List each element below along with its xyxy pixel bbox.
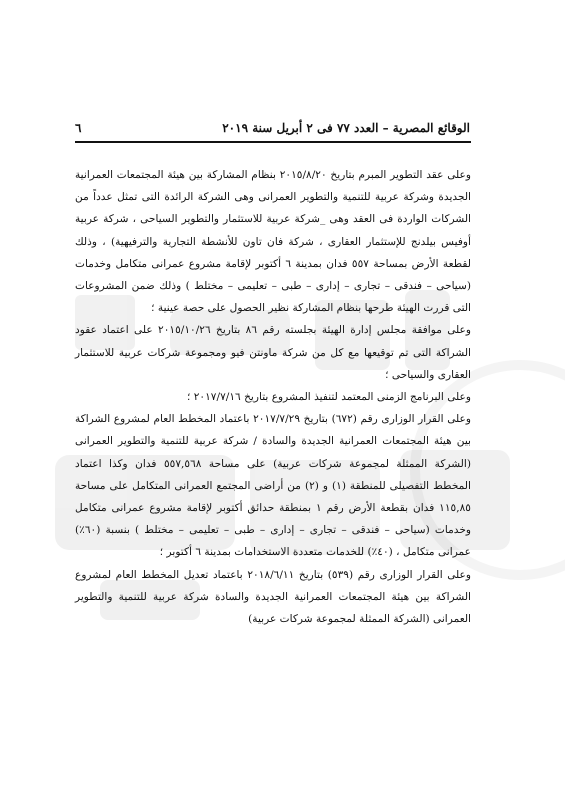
gazette-title: الوقائع المصرية – العدد ٧٧ فى ٢ أبريل سنة ٢٠١٩ bbox=[222, 121, 470, 135]
paragraph-ministerial-decree-672: وعلى القرار الوزارى رقم (٦٧٢) بتاريخ ٢٠١٧/٧/٢٩ باعتماد المخطط العام لمشروع الشراكة بين هيئة المجتمعات العمرانية الجديدة والسادة / شركة عربية للتنمية والتطوير العمرانى (الشركة الممثلة لمجموعة شركات عربية) على مساحة ٥٥٧,٥٦٨ فدان وكذا اعتماد المخطط التفصيلى للمنطقة (١) و (٢) من أراضى المجتمع العمرانى المتكامل على مساحة ١١٥,٨٥ فدان بقطعة الأرض رقم ١ بمنطقة حدائق أكتوبر لإقامة مشروع عمرانى متكامل وخدمات (سياحى – فندقى – تجارى – إدارى – طبى – تعليمى – مختلط ) بنسبة (٦٠٪) عمرانى متكامل ، (٤٠٪) للخدمات متعددة الاستخدامات بمدينة ٦ أكتوبر ؛ bbox=[75, 413, 471, 559]
paragraph-timeline: وعلى البرنامج الزمنى المعتمد لتنفيذ المشروع بتاريخ ٢٠١٧/٧/١٦ ؛ bbox=[186, 391, 471, 404]
page-header bbox=[75, 121, 470, 135]
header-divider bbox=[75, 141, 471, 143]
paragraph-board-approval: وعلى موافقة مجلس إدارة الهيئة بجلسته رقم ٨٦ بتاريخ ٢٠١٥/١٠/٢٦ على اعتماد عقود الشراكة التى تم توقيعها مع كل من شركة ماونتن فيو ومجموعة شركات عربية للاستثمار العقارى والسياحى ؛ bbox=[75, 324, 471, 381]
paragraph-development-contract: وعلى عقد التطوير المبرم بتاريخ ٢٠١٥/٨/٢٠ بنظام المشاركة بين هيئة المجتمعات العمرانية الجديدة وشركة عربية للتنمية والتطوير العمرانى وهى الشركة الرائدة التى تمثل عدداً من الشركات الواردة فى العقد وهى _شركة عربية للاستثمار والتطوير السياحى ، شركة عربية أوفيس بيلدنج للإستثمار العقارى ، شركة فان تاون للأنشطة التجارية والترفيهية) ، وذلك لقطعة الأرض بمساحة ٥٥٧ فدان بمدينة ٦ أكتوبر لإقامة مشروع عمرانى متكامل وخدمات (سياحى – فندقى – تجارى – إدارى – طبى – تعليمى – مختلط ) وذلك ضمن المشروعات التى قررت الهيئة طرحها بنظام المشاركة نظير الحصول على حصة عينية ؛ bbox=[75, 169, 471, 315]
page-number: ٦ bbox=[75, 121, 82, 135]
paragraph-ministerial-decree-539: وعلى القرار الوزارى رقم (٥٣٩) بتاريخ ٢٠١٨/٦/١١ باعتماد تعديل المخطط العام لمشروع الشراكة بين هيئة المجتمعات العمرانية الجديدة والسادة شركة عربية للتنمية والتطوير العمرانى (الشركة الممثلة لمجموعة شركات عربية) bbox=[75, 568, 471, 626]
document-body bbox=[75, 164, 471, 630]
